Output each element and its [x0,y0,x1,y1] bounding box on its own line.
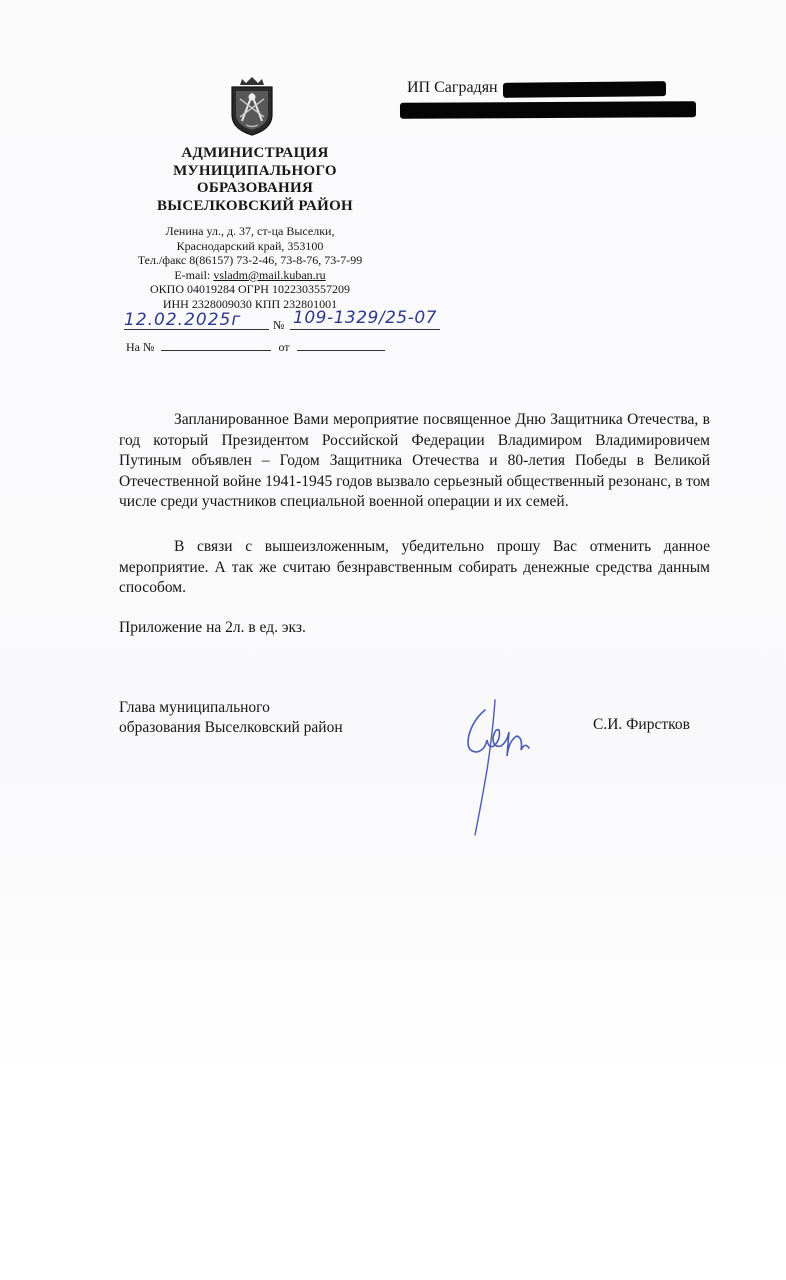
redaction-bar [400,101,696,119]
position-line: образования Выселковский район [119,719,343,736]
organization-name [110,145,400,215]
org-line: АДМИНИСТРАЦИЯ [181,145,329,161]
address-line: Ленина ул., д. 37, ст-ца Выселки, [165,224,335,238]
inn-kpp-line: ИНН 2328009030 КПП 232801001 [162,296,338,311]
org-line: ОБРАЗОВАНИЯ [196,180,314,196]
na-blank [161,350,271,351]
reference-line [126,340,385,355]
na-label: На № [126,340,155,354]
position-line: Глава муниципального [119,699,270,716]
letter-paragraph [119,410,710,513]
registration-number-label: № [273,318,285,332]
letter-paragraph [119,537,710,599]
date-underline [124,329,269,330]
redaction-bar [503,81,666,98]
org-line: ВЫСЕЛКОВСКИЙ РАЙОН [157,197,353,214]
okpo-ogrn-line: ОКПО 04019284 ОГРН 1022303557209 [150,282,350,297]
paragraph-text: В связи с вышеизложенным, убедительно прошу Вас отменить данное мероприятие. А так же считаю безнравственным собирать денежные средства данным способом. [119,538,710,596]
coat-of-arms-icon [226,75,278,137]
ot-label: от [278,340,290,354]
registration-number: 109-1329/25-07 [293,308,437,328]
recipient: ИП Саградян [407,79,498,96]
attachment-note: Приложение на 2л. в ед. экз. [119,619,306,636]
email-link[interactable]: vsladm@mail.kuban.ru [213,267,326,282]
signer-name: С.И. Фирстков [593,716,690,733]
contact-details [90,224,410,312]
handwritten-signature [455,690,545,840]
paragraph-text: Запланированное Вами мероприятие посвященное Дню Защитника Отечества, в год который Президентом Российской Федерации Владимиром Владимировичем Путиным объявлен – Годом Защитника Отечества и 80-летия Победы в Великой Отечественной войне 1941-1945 годов вызвало серьезный общественный резонанс, в том числе среди участников специальной военной операции и их семей. [119,411,710,510]
email-label: E-mail: [174,267,214,282]
org-line: МУНИЦИПАЛЬНОГО [173,162,337,179]
number-underline [290,329,440,330]
phone-line: Тел./факс 8(86157) 73-2-46, 73-8-76, 73-7-99 [137,253,363,268]
address-line: Краснодарский край, 353100 [176,238,324,253]
signer-position [119,698,343,738]
email-line [90,268,410,283]
registration-date: 12.02.2025г [124,310,242,330]
ot-blank [297,350,385,351]
